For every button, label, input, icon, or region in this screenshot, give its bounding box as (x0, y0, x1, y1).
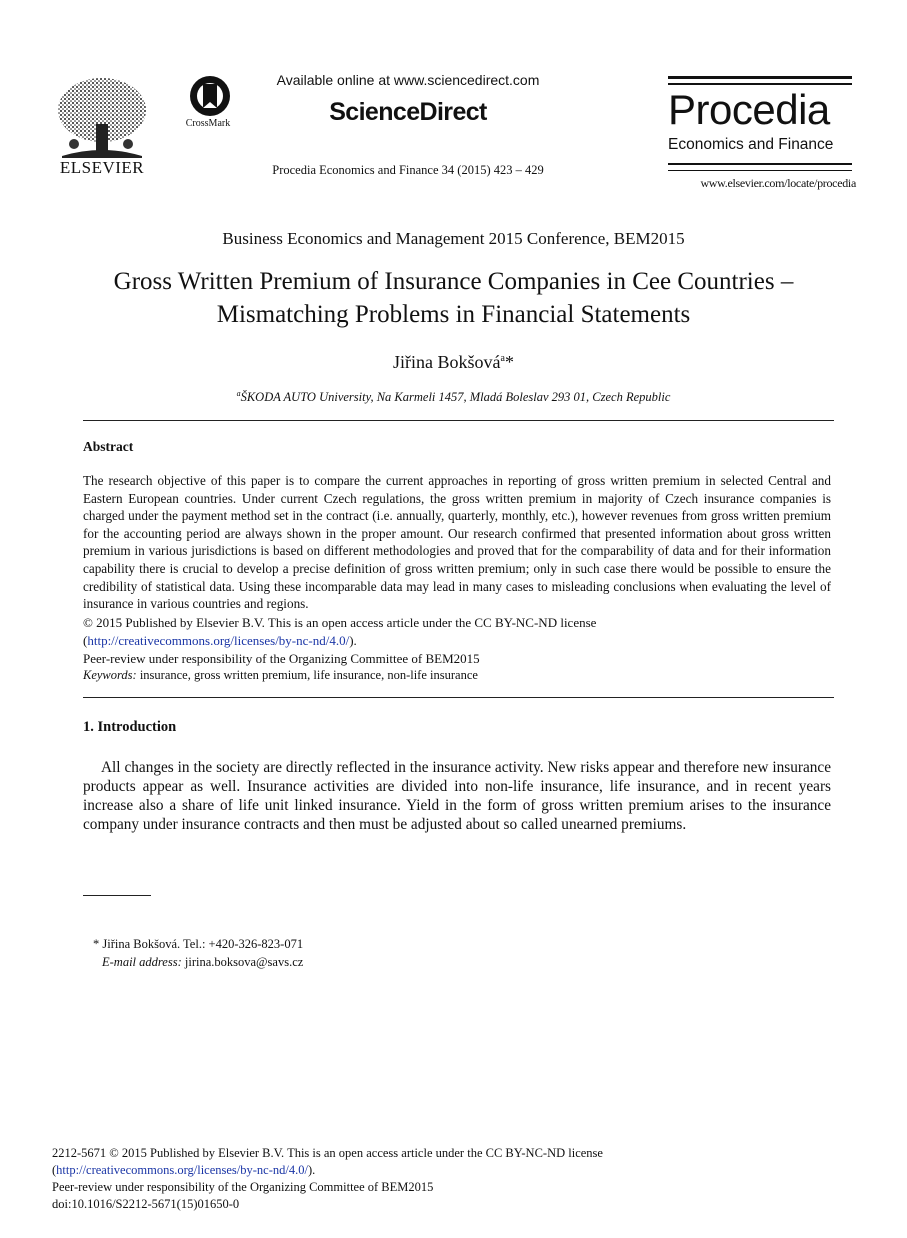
paper-title-line2: Mismatching Problems in Financial Statements (216, 301, 691, 328)
keywords-list: insurance, gross written premium, life insurance, non-life insurance (136, 668, 478, 682)
procedia-rule (668, 76, 852, 79)
footer-issn-line: 2212-5671 © 2015 Published by Elsevier B.V. This is an open access article under the CC BY-NC-ND license (52, 1146, 603, 1160)
procedia-subtitle: Economics and Finance (668, 136, 834, 153)
footer-peer-review: Peer-review under responsibility of the Organizing Committee of BEM2015 (52, 1180, 434, 1194)
author-corresponding-star: * (504, 352, 514, 372)
available-online-text: Available online at www.sciencedirect.com (276, 72, 540, 88)
procedia-title: Procedia (668, 86, 830, 133)
conference-name: Business Economics and Management 2015 Conference, BEM2015 (222, 229, 685, 248)
affiliation-line (0, 389, 907, 405)
license-close-paren: ). (349, 633, 357, 648)
peer-review-line: Peer-review under responsibility of the Organizing Committee of BEM2015 (83, 651, 480, 666)
footer-license-open-paren: ( (52, 1163, 57, 1177)
author-affiliation-mark: a (500, 353, 505, 364)
author-line (0, 352, 907, 373)
footnote-rule (83, 895, 151, 896)
procedia-rule (668, 163, 852, 165)
license-open-paren: ( (83, 633, 88, 648)
journal-reference: Procedia Economics and Finance 34 (2015) 423 – 429 (272, 163, 544, 177)
procedia-url-link[interactable]: www.elsevier.com/locate/procedia (700, 176, 856, 190)
section-heading-introduction: 1. Introduction (83, 719, 177, 735)
footer-license-line (52, 1162, 315, 1179)
email-address-link[interactable]: jirina.boksova@savs.cz (181, 955, 304, 969)
footer-license-url-link[interactable]: http://creativecommons.org/licenses/by-nc-nd/4.0/ (56, 1163, 308, 1177)
copyright-line: © 2015 Published by Elsevier B.V. This is an open access article under the CC BY-NC-ND license (83, 615, 597, 630)
email-label: E-mail address: (102, 955, 182, 969)
footnote-email (102, 955, 303, 970)
abstract-heading: Abstract (83, 439, 134, 454)
affiliation-text: ŠKODA AUTO University, Na Karmeli 1457, Mladá Boleslav 293 01, Czech Republic (240, 390, 671, 405)
keywords-line (83, 667, 831, 684)
footer-doi[interactable]: doi:10.1016/S2212-5671(15)01650-0 (52, 1197, 240, 1211)
abstract-body: The research objective of this paper is to compare the current approaches in reporting of gross written premium in selected Central and Eastern European countries. Under current Czech regulations, the gross written premium in majority of Czech insurance companies is charged under the payment method set in the contract (i.e. annually, quarterly, monthly, etc.), however revenues from gross written premium for the accounting period are always shown in the proper amount. Our research confirmed that presented information about gross written premium in various jurisdictions is based on different methodologies and proved that for the comparability of data and for their information capability there is crucial to develop a precise definition of gross written premium; only in such case there would be possible to ensure the credibility of statistical data. Using these incomparable data may lead in many cases to misleading conclusions when evaluating the level of insurance in various countries and regions. (83, 473, 831, 612)
keywords-label: Keywords: (83, 668, 137, 682)
crossmark-label: CrossMark (185, 118, 231, 129)
abstract-bottom-rule (83, 697, 834, 698)
license-url-link[interactable]: http://creativecommons.org/licenses/by-nc-nd/4.0/ (87, 633, 350, 648)
sciencedirect-wordmark: ScienceDirect (329, 98, 487, 126)
introduction-paragraph: All changes in the society are directly reflected in the insurance activity. New risks appear and therefore new insurance products appear as well. Insurance activities are divided into non-life insurance, life insurance, and in recent years increase also a share of life unit linked insurance. Yield in the form of gross written premium arises to the insurance company under insurance contracts and then must be adjusted about so called unearned premiums. (83, 759, 831, 833)
procedia-rule (668, 170, 852, 171)
abstract-top-rule (83, 420, 834, 421)
author-name: Jiřina Bokšová (393, 352, 501, 372)
paper-title-line1: Gross Written Premium of Insurance Companies in Cee Countries – (113, 268, 794, 295)
footer-license-close-paren: ). (307, 1163, 316, 1177)
license-line (83, 632, 831, 649)
footnote-author-contact: * Jiřina Bokšová. Tel.: +420-326-823-071 (93, 937, 304, 951)
affiliation-mark: a (236, 389, 241, 398)
elsevier-wordmark: ELSEVIER (59, 158, 145, 177)
